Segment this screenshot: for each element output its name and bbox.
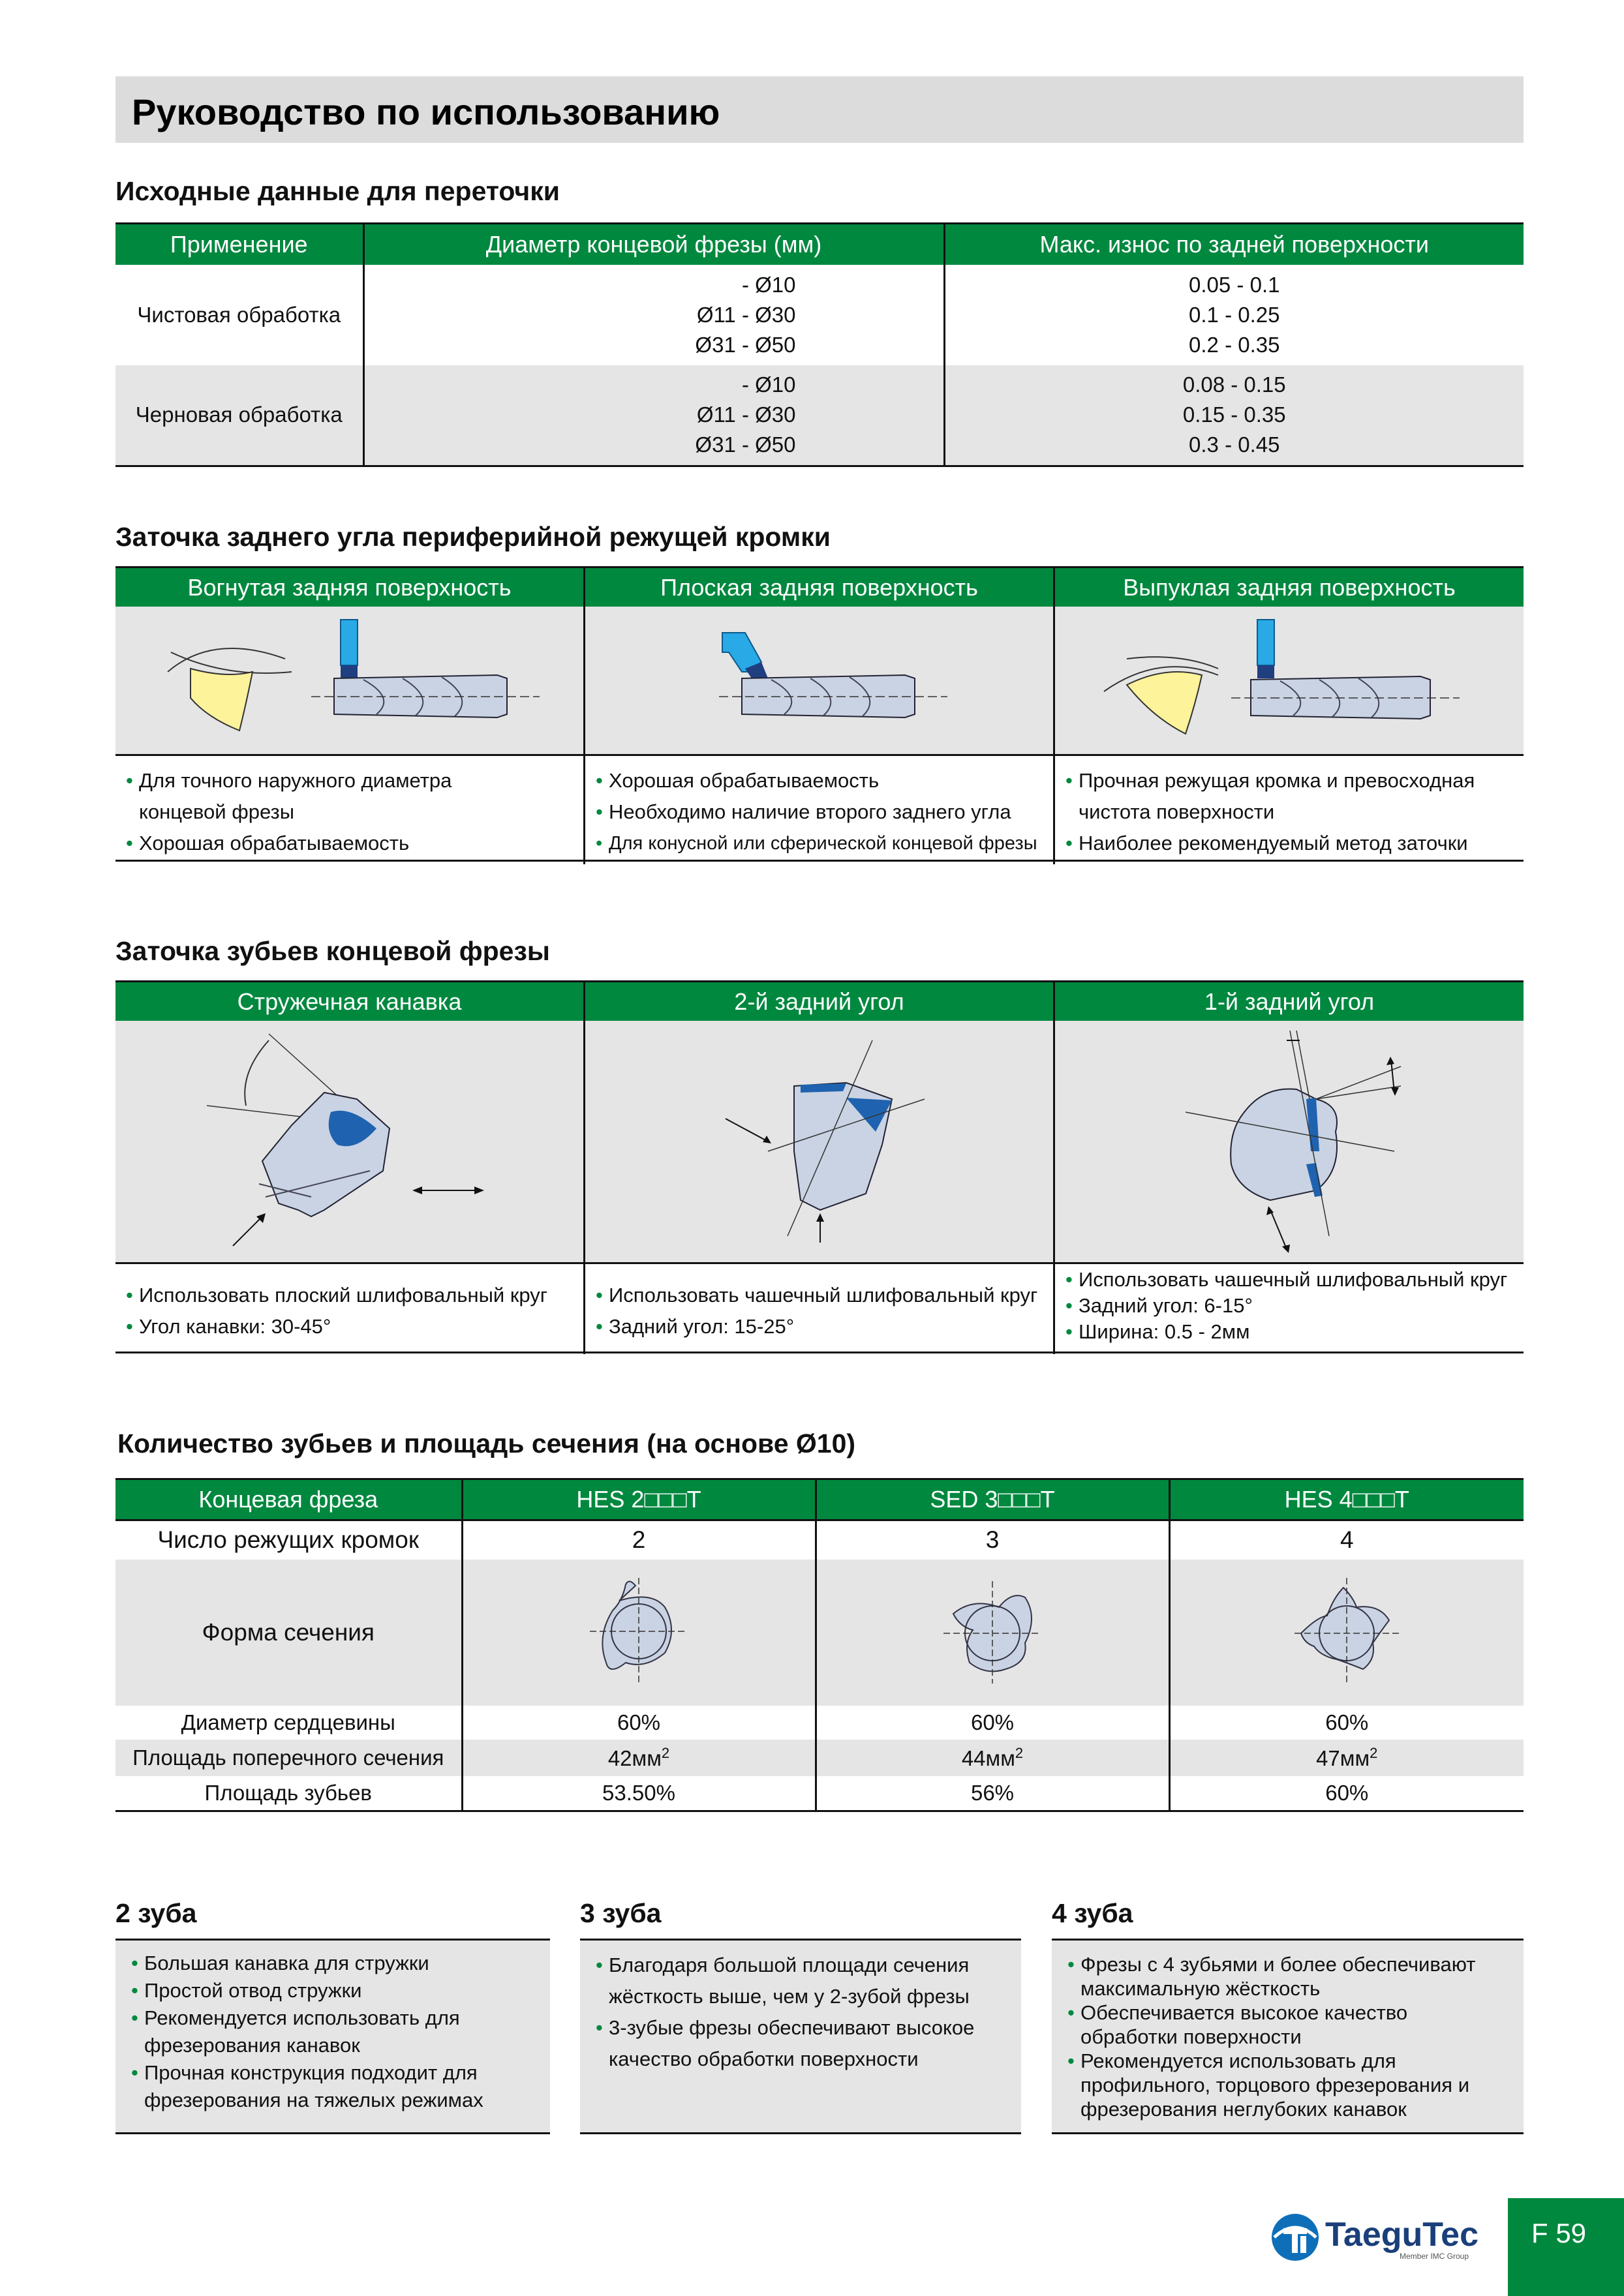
bullet-continuation: фрезерования на тяжелых режимах: [144, 2089, 483, 2111]
core-label: Диаметр сердцевины: [181, 1710, 395, 1734]
regrind-table-wrap: [115, 222, 1524, 467]
flutes-section-title: Количество зубьев и площадь сечения (на основе Ø10): [117, 1428, 856, 1458]
page-number-tab: [1508, 2198, 1624, 2296]
bullet-item: • Необходимо наличие второго заднего угла: [609, 796, 1047, 828]
diameter-value: - Ø10: [741, 273, 796, 297]
convex-relief-illustration: [1055, 607, 1524, 756]
header-hes2: HES 2□□□T: [462, 1479, 816, 1520]
teeth-grid: [115, 980, 1524, 1354]
bullet-item: • Использовать плоский шлифовальный круг: [139, 1280, 577, 1311]
wear-value: 0.05 - 0.1: [1189, 273, 1280, 297]
bullet-item: • Прочная конструкция подходит для: [144, 2059, 544, 2087]
page-header: [115, 76, 1524, 143]
tooth-area-value: 56%: [816, 1776, 1169, 1811]
bullet-item: • Задний угол: 6-15°: [1079, 1293, 1517, 1319]
diameter-value: Ø31 - Ø50: [695, 432, 796, 457]
diameter-value: Ø11 - Ø30: [696, 402, 796, 427]
area-value: [1169, 1740, 1524, 1776]
teeth-header-primary: 1-й задний угол: [1055, 980, 1524, 1021]
flat-relief-drawing: [585, 607, 1053, 754]
area-value: [462, 1740, 816, 1776]
bullet-continuation: фрезерования неглубоких канавок: [1080, 2098, 1407, 2121]
area-number: 42мм: [607, 1745, 662, 1770]
row-finishing-diameters: [363, 265, 944, 365]
bullet-item: • Простой отвод стружки: [144, 1977, 544, 2004]
secondary-clearance-drawing: [585, 1021, 1053, 1262]
bullet-item: • Для конусной или сферической концевой фрезы: [609, 828, 1047, 859]
flat-relief-illustration: [585, 607, 1053, 756]
header-wear: Макс. износ по задней поверхности: [944, 224, 1524, 265]
bullet-continuation: качество обработки поверхности: [609, 2047, 919, 2070]
teeth-bottom-rule: [115, 1352, 1524, 1353]
concave-relief-illustration: [115, 607, 583, 756]
shape-4-flute: [1169, 1560, 1524, 1706]
teeth-section-title: Заточка зубьев концевой фрезы: [115, 936, 550, 966]
bullet-item: • Задний угол: 15-25°: [609, 1311, 1047, 1342]
three-flute-section-icon: [927, 1571, 1058, 1689]
area-label: Площадь поперечного сечения: [115, 1740, 462, 1776]
primary-clearance-drawing: [1055, 1021, 1524, 1262]
bullet-item: • Большая канавка для стружки: [144, 1950, 544, 1977]
diameter-value: Ø11 - Ø30: [696, 303, 796, 327]
tooth-area-label: Площадь зубьев: [115, 1776, 462, 1811]
primary-clearance-illustration: [1055, 1021, 1524, 1264]
chip-flute-illustration: [115, 1021, 583, 1264]
teeth-header-chip-flute: Стружечная канавка: [115, 980, 583, 1021]
teeth-bullets-chip-flute: [115, 1264, 583, 1354]
summary-4-box: [1052, 1939, 1524, 2134]
convex-relief-drawing: [1055, 607, 1524, 754]
diameter-value: - Ø10: [741, 372, 796, 397]
core-value: 60%: [462, 1706, 816, 1740]
bullet-item: • Хорошая обрабатываемость: [139, 828, 577, 859]
bullet-item: • 3-зубые фрезы обеспечивают высокое: [609, 2012, 1015, 2044]
relief-grid: [115, 566, 1524, 864]
relief-column-convex: [1053, 566, 1524, 864]
bullet-item: • Фрезы с 4 зубьями и более обеспечивают: [1080, 1952, 1517, 1976]
area-number: 44мм: [961, 1745, 1015, 1770]
relief-bullets-convex: [1055, 756, 1524, 864]
row-roughing-wear: [944, 365, 1524, 466]
bullet-item: • Использовать чашечный шлифовальный круг: [1079, 1267, 1517, 1293]
area-value: [816, 1740, 1169, 1776]
bullet-item: • Рекомендуется использовать для: [1080, 2049, 1517, 2073]
relief-header-convex: Выпуклая задняя поверхность: [1055, 566, 1524, 607]
relief-bottom-rule: [115, 860, 1524, 862]
area-number: 47мм: [1316, 1745, 1370, 1770]
page-title: Руководство по использованию: [132, 91, 720, 132]
teeth-bullets-secondary: [585, 1264, 1053, 1354]
teeth-column-secondary: [583, 980, 1053, 1354]
header-hes4: HES 4□□□T: [1169, 1479, 1524, 1520]
tooth-area-value: 53.50%: [462, 1776, 816, 1811]
shape-3-flute: [816, 1560, 1169, 1706]
wear-value: 0.2 - 0.35: [1189, 333, 1280, 357]
teeth-column-chip-flute: [115, 980, 583, 1354]
relief-bullets-flat: [585, 756, 1053, 864]
shape-2-flute: [462, 1560, 816, 1706]
brand-subtitle: Member IMC Group: [1400, 2252, 1469, 2261]
relief-header-flat: Плоская задняя поверхность: [585, 566, 1053, 607]
header-endmill: Концевая фреза: [115, 1479, 462, 1520]
concave-relief-drawing: [115, 607, 583, 754]
flutes-table: [115, 1478, 1524, 1812]
edges-label: Число режущих кромок: [115, 1520, 462, 1560]
relief-bullets-concave: [115, 756, 583, 864]
bullet-continuation: жёсткость выше, чем у 2-зубой фрезы: [609, 1985, 970, 2008]
bullet-continuation: фрезерования канавок: [144, 2034, 360, 2057]
edges-value: 3: [816, 1520, 1169, 1560]
teeth-bullets-primary: [1055, 1264, 1524, 1354]
summary-3-box: [580, 1939, 1021, 2134]
bullet-item: • Благодаря большой площади сечения: [609, 1950, 1015, 1981]
teeth-column-primary: [1053, 980, 1524, 1354]
header-sed3: SED 3□□□T: [816, 1479, 1169, 1520]
taegutec-logo-icon: [1269, 2211, 1321, 2263]
bullet-item: • Ширина: 0.5 - 2мм: [1079, 1319, 1517, 1345]
relief-column-flat: [583, 566, 1053, 864]
relief-column-concave: [115, 566, 583, 864]
bullet-item: • Хорошая обрабатываемость: [609, 765, 1047, 796]
wear-value: 0.08 - 0.15: [1182, 372, 1286, 397]
page-number: F 59: [1531, 2218, 1587, 2248]
tooth-area-value: 60%: [1169, 1776, 1524, 1811]
bullet-item: • Прочная режущая кромка и превосходная: [1079, 765, 1517, 796]
edges-value: 2: [462, 1520, 816, 1560]
bullet-continuation: концевой фрезы: [139, 800, 295, 823]
bullet-continuation: профильного, торцового фрезерования и: [1080, 2074, 1470, 2096]
summary-3-title: 3 зуба: [580, 1898, 662, 1928]
secondary-clearance-illustration: [585, 1021, 1053, 1264]
four-flute-section-icon: [1281, 1571, 1412, 1689]
row-roughing-label: Черновая обработка: [115, 365, 363, 466]
relief-header-concave: Вогнутая задняя поверхность: [115, 566, 583, 607]
chip-flute-drawing: [115, 1021, 583, 1262]
diameter-value: Ø31 - Ø50: [695, 333, 796, 357]
area-unit-sup: 2: [661, 1744, 670, 1761]
wear-value: 0.1 - 0.25: [1189, 303, 1280, 327]
shape-label: Форма сечения: [115, 1560, 462, 1706]
regrind-table: [115, 222, 1524, 467]
summary-4-title: 4 зуба: [1052, 1898, 1133, 1928]
wear-value: 0.15 - 0.35: [1182, 402, 1286, 427]
row-finishing-label: Чистовая обработка: [137, 303, 341, 327]
header-application: Применение: [115, 224, 363, 265]
bullet-item: • Угол канавки: 30-45°: [139, 1311, 577, 1342]
bullet-continuation: максимальную жёсткость: [1080, 1977, 1321, 2000]
core-value: 60%: [816, 1706, 1169, 1740]
bullet-item: • Обеспечивается высокое качество: [1080, 2001, 1517, 2025]
bullet-continuation: чистота поверхности: [1079, 800, 1275, 823]
row-finishing-wear: [944, 265, 1524, 365]
header-diameter: Диаметр концевой фрезы (мм): [363, 224, 944, 265]
summary-2-title: 2 зуба: [115, 1898, 197, 1928]
area-unit-sup: 2: [1015, 1744, 1024, 1761]
taegutec-logo: [1269, 2211, 1484, 2263]
row-roughing-diameters: [363, 365, 944, 466]
bullet-item: • Наиболее рекомендуемый метод заточки: [1079, 828, 1517, 859]
wear-value: 0.3 - 0.45: [1189, 432, 1280, 457]
brand-name: TaeguTec: [1325, 2216, 1479, 2254]
core-value: 60%: [1169, 1706, 1524, 1740]
area-unit-sup: 2: [1370, 1744, 1378, 1761]
teeth-header-secondary: 2-й задний угол: [585, 980, 1053, 1021]
bullet-item: • Использовать чашечный шлифовальный круг: [609, 1280, 1047, 1311]
bullet-item: • Для точного наружного диаметра: [139, 765, 577, 796]
edges-value: 4: [1169, 1520, 1524, 1560]
two-flute-section-icon: [574, 1571, 704, 1689]
summary-2-box: [115, 1939, 550, 2134]
bullet-item: • Рекомендуется использовать для: [144, 2004, 544, 2032]
regrind-section-title: Исходные данные для переточки: [115, 176, 560, 206]
bullet-continuation: обработки поверхности: [1080, 2025, 1302, 2048]
flutes-table-wrap: [115, 1478, 1524, 1812]
relief-section-title: Заточка заднего угла периферийной режущей кромки: [115, 522, 831, 552]
